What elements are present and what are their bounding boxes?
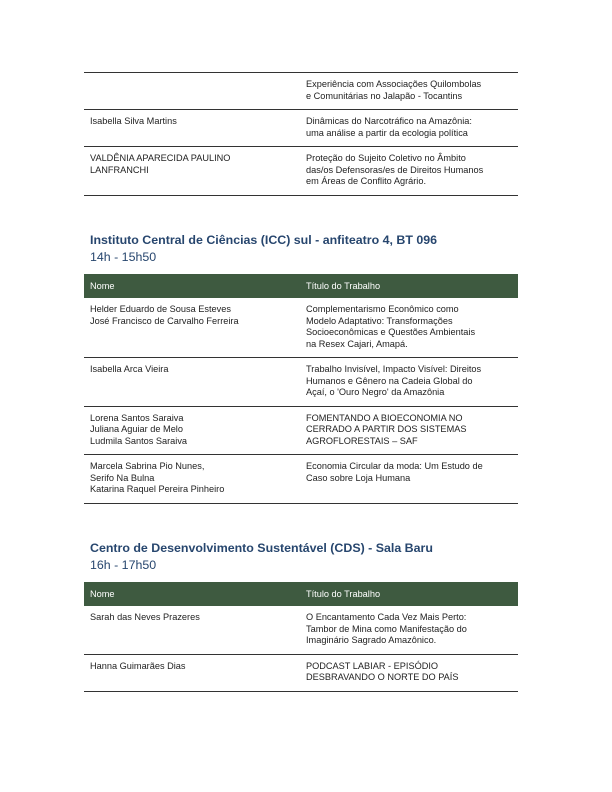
name-cell: Hanna Guimarães Dias bbox=[84, 654, 300, 691]
section-cds bbox=[84, 541, 518, 692]
title-cell: Experiência com Associações Quilombolas e Comunitárias no Jalapão - Tocantins bbox=[300, 73, 518, 110]
column-header-title: Título do Trabalho bbox=[300, 274, 518, 299]
table-row bbox=[84, 298, 518, 358]
name-cell: VALDÊNIA APARECIDA PAULINO LANFRANCHI bbox=[84, 147, 300, 196]
name-cell: Lorena Santos Saraiva Juliana Aguiar de Melo Ludmila Santos Saraiva bbox=[84, 406, 300, 455]
name-cell bbox=[84, 73, 300, 110]
title-cell: FOMENTANDO A BIOECONOMIA NO CERRADO A PARTIR DOS SISTEMAS AGROFLORESTAIS – SAF bbox=[300, 406, 518, 455]
table-row bbox=[84, 606, 518, 654]
section-title: Instituto Central de Ciências (ICC) sul - anfiteatro 4, BT 096 bbox=[90, 232, 437, 247]
table-row bbox=[84, 110, 518, 147]
table-row bbox=[84, 406, 518, 455]
title-cell: Proteção do Sujeito Coletivo no Âmbito das/os Defensoras/es de Direitos Humanos em Áreas de Conflito Agrário. bbox=[300, 147, 518, 196]
table-row bbox=[84, 654, 518, 691]
name-cell: Marcela Sabrina Pio Nunes, Serifo Na Bulna Katarina Raquel Pereira Pinheiro bbox=[84, 455, 300, 504]
name-cell: Sarah das Neves Prazeres bbox=[84, 606, 300, 654]
section-time: 16h - 17h50 bbox=[90, 557, 157, 572]
section-time: 14h - 15h50 bbox=[90, 249, 157, 264]
column-header-name: Nome bbox=[84, 582, 300, 607]
name-cell: Isabella Arca Vieira bbox=[84, 358, 300, 407]
title-cell: Economia Circular da moda: Um Estudo de Caso sobre Loja Humana bbox=[300, 455, 518, 504]
table-row bbox=[84, 73, 518, 110]
table-row bbox=[84, 358, 518, 407]
section-title: Centro de Desenvolvimento Sustentável (CDS) - Sala Baru bbox=[90, 540, 433, 555]
table-header-row bbox=[84, 582, 518, 607]
presentations-table bbox=[84, 274, 518, 504]
section-icc bbox=[84, 233, 518, 504]
table-header-row bbox=[84, 274, 518, 299]
title-cell: PODCAST LABIAR - EPISÓDIO DESBRAVANDO O NORTE DO PAÍS bbox=[300, 654, 518, 691]
top-table bbox=[84, 72, 518, 196]
title-cell: Trabalho Invisível, Impacto Visível: Direitos Humanos e Gênero na Cadeia Global do Açaí, o 'Ouro Negro' da Amazônia bbox=[300, 358, 518, 407]
name-cell: Helder Eduardo de Sousa Esteves José Francisco de Carvalho Ferreira bbox=[84, 298, 300, 358]
table-row bbox=[84, 455, 518, 504]
column-header-title: Título do Trabalho bbox=[300, 582, 518, 607]
table-row bbox=[84, 147, 518, 196]
column-header-name: Nome bbox=[84, 274, 300, 299]
name-cell: Isabella Silva Martins bbox=[84, 110, 300, 147]
presentations-table bbox=[84, 582, 518, 692]
title-cell: Dinâmicas do Narcotráfico na Amazônia: uma análise a partir da ecologia política bbox=[300, 110, 518, 147]
title-cell: O Encantamento Cada Vez Mais Perto: Tambor de Mina como Manifestação do Imaginário Sagrado Amazônico. bbox=[300, 606, 518, 654]
document-page bbox=[84, 72, 518, 692]
title-cell: Complementarismo Econômico como Modelo Adaptativo: Transformações Socioeconômicas e Questões Ambientais na Resex Cajari, Amapá. bbox=[300, 298, 518, 358]
